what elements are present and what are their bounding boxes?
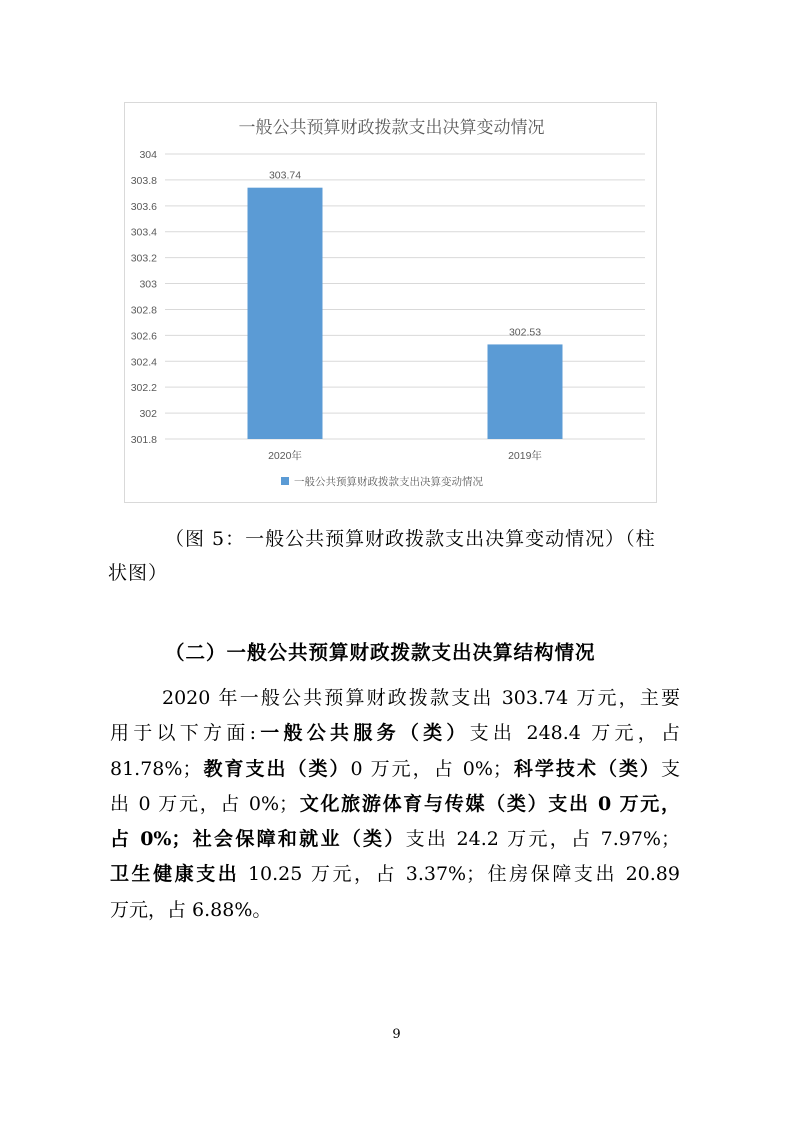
body-bold-span: 占 0%；社会保障和就业（类）	[110, 828, 406, 851]
chart-title: 一般公共预算财政拨款支出决算变动情况	[238, 118, 545, 137]
x-tick-label: 2020年	[268, 450, 302, 462]
body-text-span: 支出 24.2 万元，占 7.97%；	[405, 828, 680, 851]
y-tick-label: 302.2	[130, 382, 157, 395]
y-tick-label: 302	[139, 408, 157, 421]
y-tick-label: 302.4	[130, 356, 157, 369]
y-tick-label: 304	[139, 149, 157, 161]
body-line-6	[110, 857, 680, 892]
body-text-span: 支	[660, 757, 680, 780]
body-line-1: 2020 年一般公共预算财政拨款支出 303.74 万元，主要	[162, 687, 680, 709]
y-tick-label: 301.8	[130, 434, 157, 446]
y-tick-label: 303.2	[130, 252, 157, 265]
body-text-span: 出 0 万元，占 0%；	[110, 792, 299, 815]
y-tick-label: 303.4	[130, 226, 157, 239]
body-text-span: 用于以下方面:	[110, 722, 256, 745]
bar	[488, 344, 563, 439]
body-paragraph	[110, 681, 680, 928]
body-bold-span: 文化旅游体育与传媒（类）支出 0 万元，	[298, 792, 680, 815]
bar-chart	[124, 102, 657, 503]
body-line-2	[110, 716, 680, 751]
body-line-4	[110, 787, 680, 822]
page-number: 9	[392, 1027, 401, 1042]
body-text-span: 10.25 万元，占 3.37%；住房保障支出 20.89	[239, 863, 680, 886]
caption-line-1: （图 5：一般公共预算财政拨款支出决算变动情况）（柱	[165, 528, 656, 550]
legend-swatch	[281, 477, 289, 485]
y-tick-label: 303.8	[130, 174, 157, 187]
y-tick-label: 303	[139, 278, 157, 291]
body-bold-span: 教育支出（类）	[201, 757, 351, 780]
body-line-5	[110, 822, 680, 857]
body-text-span: 0 万元，占 0%；	[350, 757, 512, 780]
legend-label: 一般公共预算财政拨款支出决算变动情况	[294, 476, 483, 488]
body-line-3	[110, 752, 680, 787]
body-line-7: 万元，占 6.88%。	[110, 898, 272, 921]
body-bold-span: 科学技术（类）	[511, 757, 661, 780]
body-text-span: 81.78%；	[110, 757, 202, 780]
body-bold-span: 一般公共服务（类）	[256, 722, 470, 745]
figure-caption	[108, 522, 688, 590]
bar	[248, 188, 323, 439]
body-bold-span: 卫生健康支出	[110, 863, 240, 886]
y-tick-label: 302.6	[130, 330, 157, 343]
y-tick-label: 303.6	[130, 200, 157, 213]
data-label: 303.74	[268, 169, 302, 182]
body-text-span: 支出 248.4 万元，占	[469, 722, 680, 745]
x-tick-label: 2019年	[508, 450, 542, 462]
data-label: 302.53	[508, 326, 542, 339]
section-heading: （二）一般公共预算财政拨款支出决算结构情况	[165, 641, 596, 664]
chart-canvas	[125, 103, 658, 504]
y-tick-label: 302.8	[130, 304, 157, 317]
caption-line-2: 状图）	[108, 562, 169, 584]
